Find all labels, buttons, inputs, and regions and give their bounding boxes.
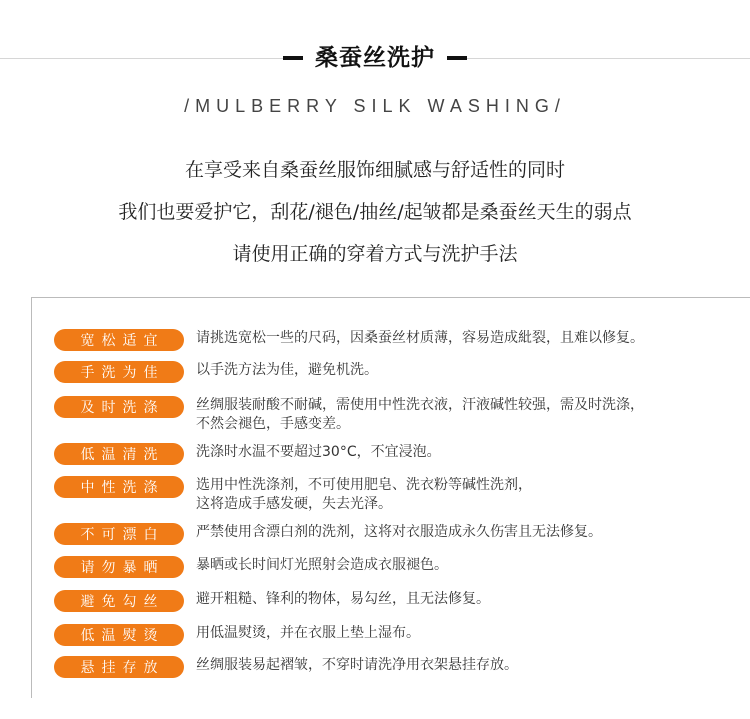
tip-description-line: 选用中性洗涤剂，不可使用肥皂、洗衣粉等碱性洗剂，	[196, 477, 532, 493]
tip-description-line: 严禁使用含漂白剂的洗剂，这将对衣服造成永久伤害且无法修复。	[196, 524, 602, 540]
care-tips-panel	[31, 297, 750, 698]
tip-badge: 宽松适宜	[54, 329, 184, 351]
intro-line: 我们也要爱护它，刮花/褪色/抽丝/起皱都是桑蚕丝天生的弱点	[118, 201, 632, 223]
tip-item	[54, 476, 726, 514]
tip-description-line: 丝绸服装易起褶皱，不穿时请洗净用衣架悬挂存放。	[196, 657, 518, 673]
tip-description-line: 请挑选宽松一些的尺码，因桑蚕丝材质薄，容易造成紕裂，且难以修复。	[196, 330, 644, 346]
tip-item	[54, 361, 726, 383]
tip-description	[196, 443, 726, 462]
intro-line: 请使用正确的穿着方式与洗护手法	[232, 243, 518, 265]
tip-description-line: 暴晒或长时间灯光照射会造成衣服褪色。	[196, 557, 448, 573]
tip-description-line: 洗涤时水温不要超过30°C，不宜浸泡。	[196, 444, 441, 460]
tip-description	[196, 361, 726, 380]
tip-badge: 悬挂存放	[54, 656, 184, 678]
tip-item	[54, 396, 726, 434]
tip-badge: 请勿暴晒	[54, 556, 184, 578]
tip-badge: 中性洗涤	[54, 476, 184, 498]
tip-item	[54, 656, 726, 678]
tip-description	[196, 476, 726, 514]
tip-description-line: 用低温熨烫，并在衣服上垫上湿布。	[196, 625, 420, 641]
tip-item	[54, 624, 726, 646]
tip-badge: 手洗为佳	[54, 361, 184, 383]
tip-badge: 低温熨烫	[54, 624, 184, 646]
tip-description	[196, 329, 726, 348]
tip-item	[54, 443, 726, 465]
intro-text	[0, 156, 750, 282]
tip-description	[196, 396, 726, 434]
tip-description	[196, 590, 726, 609]
tip-item	[54, 556, 726, 578]
tip-description	[196, 556, 726, 575]
tip-item	[54, 590, 726, 612]
tip-description-line: 以手洗方法为佳，避免机洗。	[196, 362, 378, 378]
title-dash-right	[447, 56, 467, 60]
tip-description-line: 避开粗糙、锋利的物体，易勾丝，且无法修复。	[196, 591, 490, 607]
tip-item	[54, 329, 726, 351]
page-subtitle: /MULBERRY SILK WASHING/	[184, 96, 566, 116]
title-dash-left	[283, 56, 303, 60]
tip-item	[54, 523, 726, 545]
tip-description	[196, 624, 726, 643]
intro-line: 在享受来自桑蚕丝服饰细腻感与舒适性的同时	[184, 159, 565, 181]
tip-badge: 不可漂白	[54, 523, 184, 545]
tip-description	[196, 523, 726, 542]
tip-badge: 低温清洗	[54, 443, 184, 465]
tip-description-line: 丝绸服装耐酸不耐碱，需使用中性洗衣液，汗液碱性较强，需及时洗涤，	[196, 397, 644, 413]
tip-badge: 及时洗涤	[54, 396, 184, 418]
tip-description	[196, 656, 726, 675]
title-row	[0, 42, 750, 74]
tip-description-line: 不然会褪色，手感变差。	[196, 416, 350, 432]
page-title: 桑蚕丝洗护	[303, 42, 447, 74]
tip-description-line: 这将造成手感发硬，失去光泽。	[196, 496, 392, 512]
tip-badge: 避免勾丝	[54, 590, 184, 612]
